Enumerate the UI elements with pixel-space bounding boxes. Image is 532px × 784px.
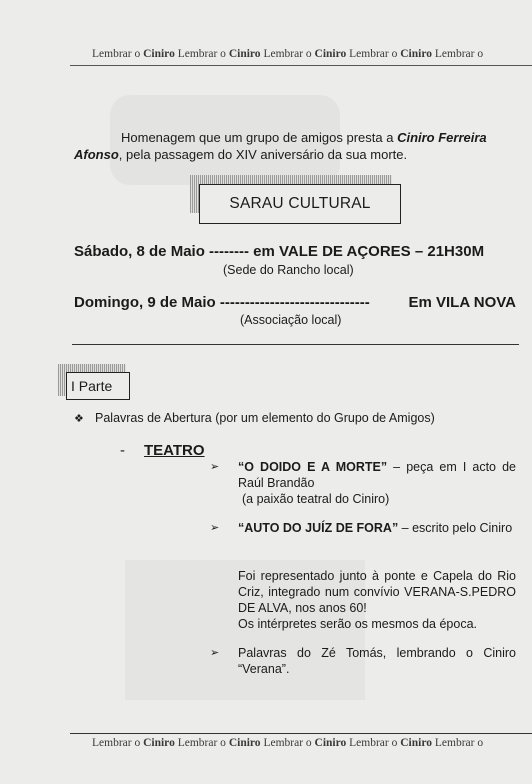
program-item-2 xyxy=(210,520,516,536)
item-2-text: – escrito pelo Ciniro xyxy=(398,521,513,535)
item-4-text: Palavras do Zé Tomás, lembrando o Ciniro “Verana”. xyxy=(238,646,516,676)
header-rule xyxy=(70,65,532,66)
event-1-venue: (Sede do Rancho local) xyxy=(223,263,354,277)
event-2-venue: (Associação local) xyxy=(240,313,342,327)
arrow-bullet-icon: ➢ xyxy=(210,647,220,659)
honoree-name-part2: Afonso xyxy=(74,147,119,162)
teatro-heading xyxy=(120,442,205,459)
intro-paragraph xyxy=(74,129,520,163)
item-3-text: Foi representado junto à ponte e Capela do Rio Criz, integrado num convívio VERANA-S.PEDRO DE ALVA, nos anos 60! xyxy=(238,569,516,615)
event-line-1 xyxy=(74,243,516,260)
event-2-location: Em VILA NOVA xyxy=(408,294,516,311)
program-item-4 xyxy=(210,645,516,677)
event-1-text: Sábado, 8 de Maio -------- em VALE DE AÇORES – 21H30M xyxy=(74,243,485,260)
event-2-text: Domingo, 9 de Maio ------------------------------ xyxy=(74,294,370,311)
part-title-box: I Parte xyxy=(66,372,130,400)
honoree-name-part1: Ciniro Ferreira xyxy=(397,130,487,145)
item-1-text: – peça em I acto de Raúl Brandão xyxy=(238,460,516,490)
event-line-2 xyxy=(74,294,516,311)
running-footer: Lembrar o Ciniro Lembrar o Ciniro Lembrar o Ciniro Lembrar o Ciniro Lembrar o xyxy=(92,737,484,749)
opening-text: Palavras de Abertura (por um elemento do Grupo de Amigos) xyxy=(95,411,435,425)
intro-text-after: , pela passagem do XIV aniversário da sua morte. xyxy=(118,147,408,162)
intro-text: Homenagem que um grupo de amigos presta a xyxy=(121,130,394,145)
arrow-bullet-icon: ➢ xyxy=(210,461,220,473)
running-header: Lembrar o Ciniro Lembrar o Ciniro Lembrar o Ciniro Lembrar o Ciniro Lembrar o xyxy=(92,48,484,60)
program-item-1 xyxy=(210,459,516,507)
program-item-3 xyxy=(210,568,516,632)
item-2-title: “AUTO DO JUÍZ DE FORA” xyxy=(238,521,399,535)
diamond-bullet-icon: ❖ xyxy=(74,413,84,425)
section-divider xyxy=(72,344,519,345)
item-1-title: “O DOIDO E A MORTE” xyxy=(238,460,388,474)
item-1-note: (a paixão teatral do Ciniro) xyxy=(242,492,390,506)
dash-marker: - xyxy=(120,442,125,459)
arrow-bullet-icon: ➢ xyxy=(210,522,220,534)
teatro-title: TEATRO xyxy=(144,442,205,459)
item-3-note: Os intérpretes serão os mesmos da época. xyxy=(238,617,478,631)
footer-rule xyxy=(70,733,532,734)
opening-bullet xyxy=(74,411,435,425)
sarau-title-box: SARAU CULTURAL xyxy=(199,184,401,224)
